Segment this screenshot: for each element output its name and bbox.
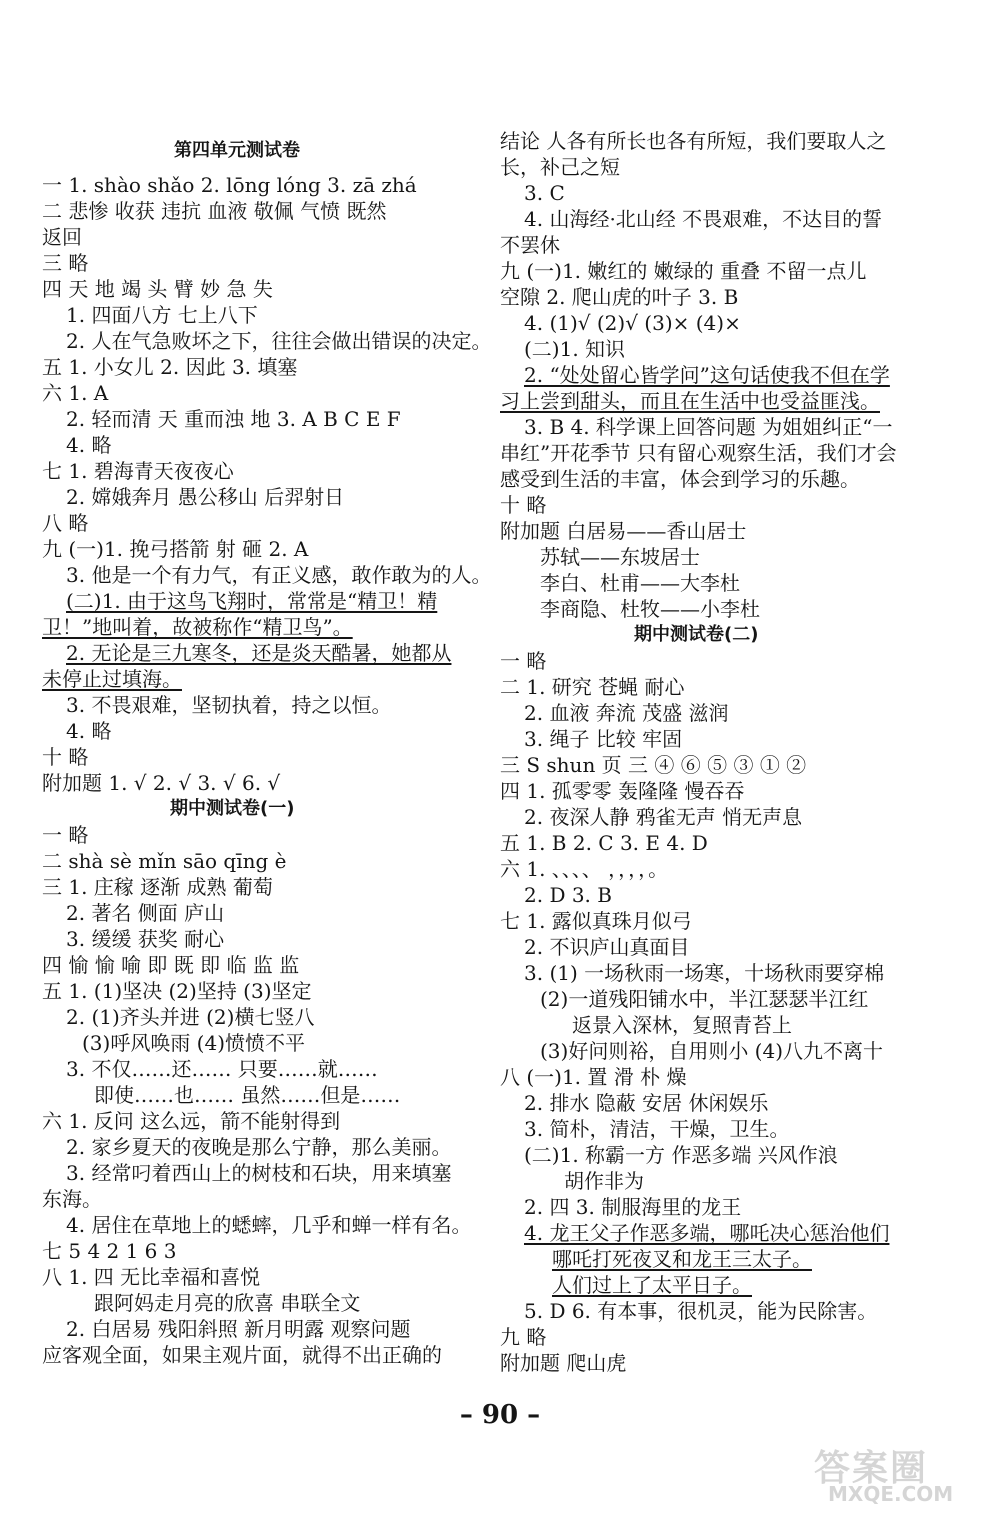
answer-line: 返景入深林，复照青苔上 bbox=[572, 1013, 792, 1037]
answer-line: (2)一道残阳铺水中，半江瑟瑟半江红 bbox=[540, 987, 869, 1011]
answer-line: 人们过上了太平日子。 bbox=[552, 1273, 752, 1297]
answer-line: 李商隐、杜牧——小李杜 bbox=[540, 597, 760, 621]
watermark-domain: MXQE.COM bbox=[828, 1482, 954, 1506]
answer-line: 八 略 bbox=[42, 511, 89, 535]
answer-line: 3. 不仅……还…… 只要……就…… bbox=[66, 1057, 378, 1081]
answer-line: 1. 四面八方 七上八下 bbox=[66, 303, 258, 327]
answer-line: 十 略 bbox=[42, 745, 89, 769]
answer-line: 2. (1)齐头并进 (2)横七竖八 bbox=[66, 1005, 315, 1029]
answer-line: 2. 无论是三九寒冬，还是炎天酷暑，她都从 bbox=[66, 641, 452, 665]
answer-line: 卫！”地叫着，故被称作“精卫鸟”。 bbox=[42, 615, 353, 639]
answer-line: 一 略 bbox=[42, 823, 89, 847]
answer-line: 3. 不畏艰难，坚韧执着，持之以恒。 bbox=[66, 693, 392, 717]
answer-line: 3. 绳子 比较 牢固 bbox=[524, 727, 683, 751]
answer-line: 跟阿妈走月亮的欣喜 串联全文 bbox=[94, 1291, 361, 1315]
answer-line: (二)1. 知识 bbox=[524, 337, 626, 361]
answer-line: 八 1. 四 无比幸福和喜悦 bbox=[42, 1265, 261, 1289]
answer-line: 2. 四 3. 制服海里的龙王 bbox=[524, 1195, 742, 1219]
section-title: 第四单元测试卷 bbox=[174, 140, 300, 161]
answer-line: 串红”开花季节 只有留心观察生活，我们才会 bbox=[500, 441, 897, 465]
answer-line: 三 略 bbox=[42, 251, 89, 275]
answer-line: (3)呼风唤雨 (4)愤愤不平 bbox=[82, 1031, 306, 1055]
answer-line: 一 1. shào shǎo 2. lōng lóng 3. zā zhá bbox=[42, 173, 417, 197]
page-number: – 90 – bbox=[459, 1400, 541, 1430]
answer-line: 4. 略 bbox=[66, 719, 112, 743]
answer-line: 4. 居住在草地上的蟋蟀，几乎和蝉一样有名。 bbox=[66, 1213, 472, 1237]
answer-line: (二)1. 由于这鸟飞翔时，常常是“精卫！精 bbox=[66, 589, 438, 613]
answer-line: 4. 龙王父子作恶多端，哪吒决心惩治他们 bbox=[524, 1221, 890, 1245]
answer-line: 三 1. 庄稼 逐渐 成熟 葡萄 bbox=[42, 875, 273, 899]
answer-line: 六 1. 反问 这么远，箭不能射得到 bbox=[42, 1109, 341, 1133]
answer-line: 东海。 bbox=[42, 1187, 102, 1211]
answer-line: 一 略 bbox=[500, 649, 547, 673]
answer-line: 七 1. 碧海青天夜夜心 bbox=[42, 459, 234, 483]
answer-line: 苏轼——东坡居士 bbox=[540, 545, 700, 569]
answer-line: 4. 山海经·北山经 不畏艰难，不达目的誓 bbox=[524, 207, 883, 231]
answer-line: 2. 人在气急败坏之下，往往会做出错误的决定。 bbox=[66, 329, 492, 353]
answer-line: 3. 他是一个有力气，有正义感，敢作敢为的人。 bbox=[66, 563, 492, 587]
answer-line: 六 1. 、、、、 ，，，，。 bbox=[500, 857, 669, 881]
answer-line: 九 略 bbox=[500, 1325, 547, 1349]
answer-line: 应客观全面，如果主观片面，就得不出正确的 bbox=[42, 1343, 442, 1367]
section-title: 期中测试卷(一) bbox=[170, 798, 295, 819]
answer-line: 七 5 4 2 1 6 3 bbox=[42, 1239, 177, 1263]
answer-line: 三 S shun 页 三 ④ ⑥ ⑤ ③ ① ② bbox=[500, 753, 807, 777]
answer-line: 4. (1)√ (2)√ (3)× (4)× bbox=[524, 311, 741, 335]
answer-line: 二 shà sè mǐn sāo qīng è bbox=[42, 849, 287, 873]
answer-line: 四 1. 孤零零 轰隆隆 慢吞吞 bbox=[500, 779, 745, 803]
answer-line: 九 (一)1. 嫩红的 嫩绿的 重叠 不留一点儿 bbox=[500, 259, 867, 283]
answer-line: 2. D 3. B bbox=[524, 883, 612, 907]
answer-line: 附加题 爬山虎 bbox=[500, 1351, 627, 1375]
answer-line: 四 愉 愉 喻 即 既 即 临 监 监 bbox=[42, 953, 300, 977]
answer-line: 二 1. 研究 苍蝇 耐心 bbox=[500, 675, 685, 699]
answer-line: 六 1. A bbox=[42, 381, 109, 405]
answer-line: 附加题 白居易——香山居士 bbox=[500, 519, 747, 543]
answer-line: 不罢休 bbox=[500, 233, 560, 257]
answer-line: (二)1. 称霸一方 作恶多端 兴风作浪 bbox=[524, 1143, 838, 1167]
answer-line: 结论 人各有所长也各有所短，我们要取人之 bbox=[500, 129, 887, 153]
answer-line: 2. 夜深人静 鸦雀无声 悄无声息 bbox=[524, 805, 803, 829]
answer-line: 八 (一)1. 置 滑 朴 燥 bbox=[500, 1065, 687, 1089]
answer-line: 2. 著名 侧面 庐山 bbox=[66, 901, 225, 925]
answer-line: 3. 缓缓 获奖 耐心 bbox=[66, 927, 225, 951]
answer-line: 四 天 地 竭 头 臂 妙 急 失 bbox=[42, 277, 273, 301]
answer-line: 空隙 2. 爬山虎的叶子 3. B bbox=[500, 285, 739, 309]
answer-line: 3. B 4. 科学课上回答问题 为姐姐纠正“一 bbox=[524, 415, 893, 439]
answer-line: 2. 嫦娥奔月 愚公移山 后羿射日 bbox=[66, 485, 345, 509]
answer-line: 即使……也…… 虽然……但是…… bbox=[94, 1083, 401, 1107]
answer-line: 附加题 1. √ 2. √ 3. √ 6. √ bbox=[42, 771, 281, 795]
answer-line: 2. 轻而清 天 重而浊 地 3. A B C E F bbox=[66, 407, 401, 431]
answer-line: 感受到生活的丰富，体会到学习的乐趣。 bbox=[500, 467, 860, 491]
section-title: 期中测试卷(二) bbox=[634, 624, 759, 645]
answer-line: 七 1. 露似真珠月似弓 bbox=[500, 909, 692, 933]
answer-line: 4. 略 bbox=[66, 433, 112, 457]
answer-line: 李白、杜甫——大李杜 bbox=[540, 571, 740, 595]
answer-line: 2. 白居易 残阳斜照 新月明露 观察问题 bbox=[66, 1317, 411, 1341]
answer-line: 未停止过填海。 bbox=[42, 667, 182, 691]
watermark-text: 答案圈 bbox=[814, 1448, 929, 1489]
answer-line: 3. (1) 一场秋雨一场寒，十场秋雨要穿棉 bbox=[524, 961, 885, 985]
answer-line: 十 略 bbox=[500, 493, 547, 517]
answer-line: 2. 排水 隐蔽 安居 休闲娱乐 bbox=[524, 1091, 769, 1115]
answer-line: 2. 不识庐山真面目 bbox=[524, 935, 690, 959]
answer-line: 长，补己之短 bbox=[500, 155, 620, 179]
answer-line: 五 1. 小女儿 2. 因此 3. 填塞 bbox=[42, 355, 298, 379]
answer-line: 5. D 6. 有本事，很机灵，能为民除害。 bbox=[524, 1299, 878, 1323]
answer-line: 3. 经常叼着西山上的树枝和石块，用来填塞 bbox=[66, 1161, 452, 1185]
answer-line: 3. C bbox=[524, 181, 565, 205]
answer-line: (3)好问则裕，自用则小 (4)八九不离十 bbox=[540, 1039, 884, 1063]
answer-line: 五 1. B 2. C 3. E 4. D bbox=[500, 831, 708, 855]
answer-line: 返回 bbox=[42, 225, 82, 249]
answer-line: 2. 血液 奔流 茂盛 滋润 bbox=[524, 701, 729, 725]
watermark-logo bbox=[808, 1440, 983, 1510]
answer-line: 胡作非为 bbox=[564, 1169, 644, 1193]
answer-line: 五 1. (1)坚决 (2)坚持 (3)坚定 bbox=[42, 979, 312, 1003]
answer-line: 3. 简朴，清洁，干燥，卫生。 bbox=[524, 1117, 790, 1141]
answer-line: 哪吒打死夜叉和龙王三太子。 bbox=[552, 1247, 812, 1271]
answer-line: 习上尝到甜头，而且在生活中也受益匪浅。 bbox=[500, 389, 880, 413]
answer-line: 2. “处处留心皆学问”这句话使我不但在学 bbox=[524, 363, 890, 387]
answer-line: 2. 家乡夏天的夜晚是那么宁静，那么美丽。 bbox=[66, 1135, 452, 1159]
answer-line: 九 (一)1. 挽弓搭箭 射 砸 2. A bbox=[42, 537, 309, 561]
answer-line: 二 悲惨 收获 违抗 血液 敬佩 气愤 既然 bbox=[42, 199, 387, 223]
